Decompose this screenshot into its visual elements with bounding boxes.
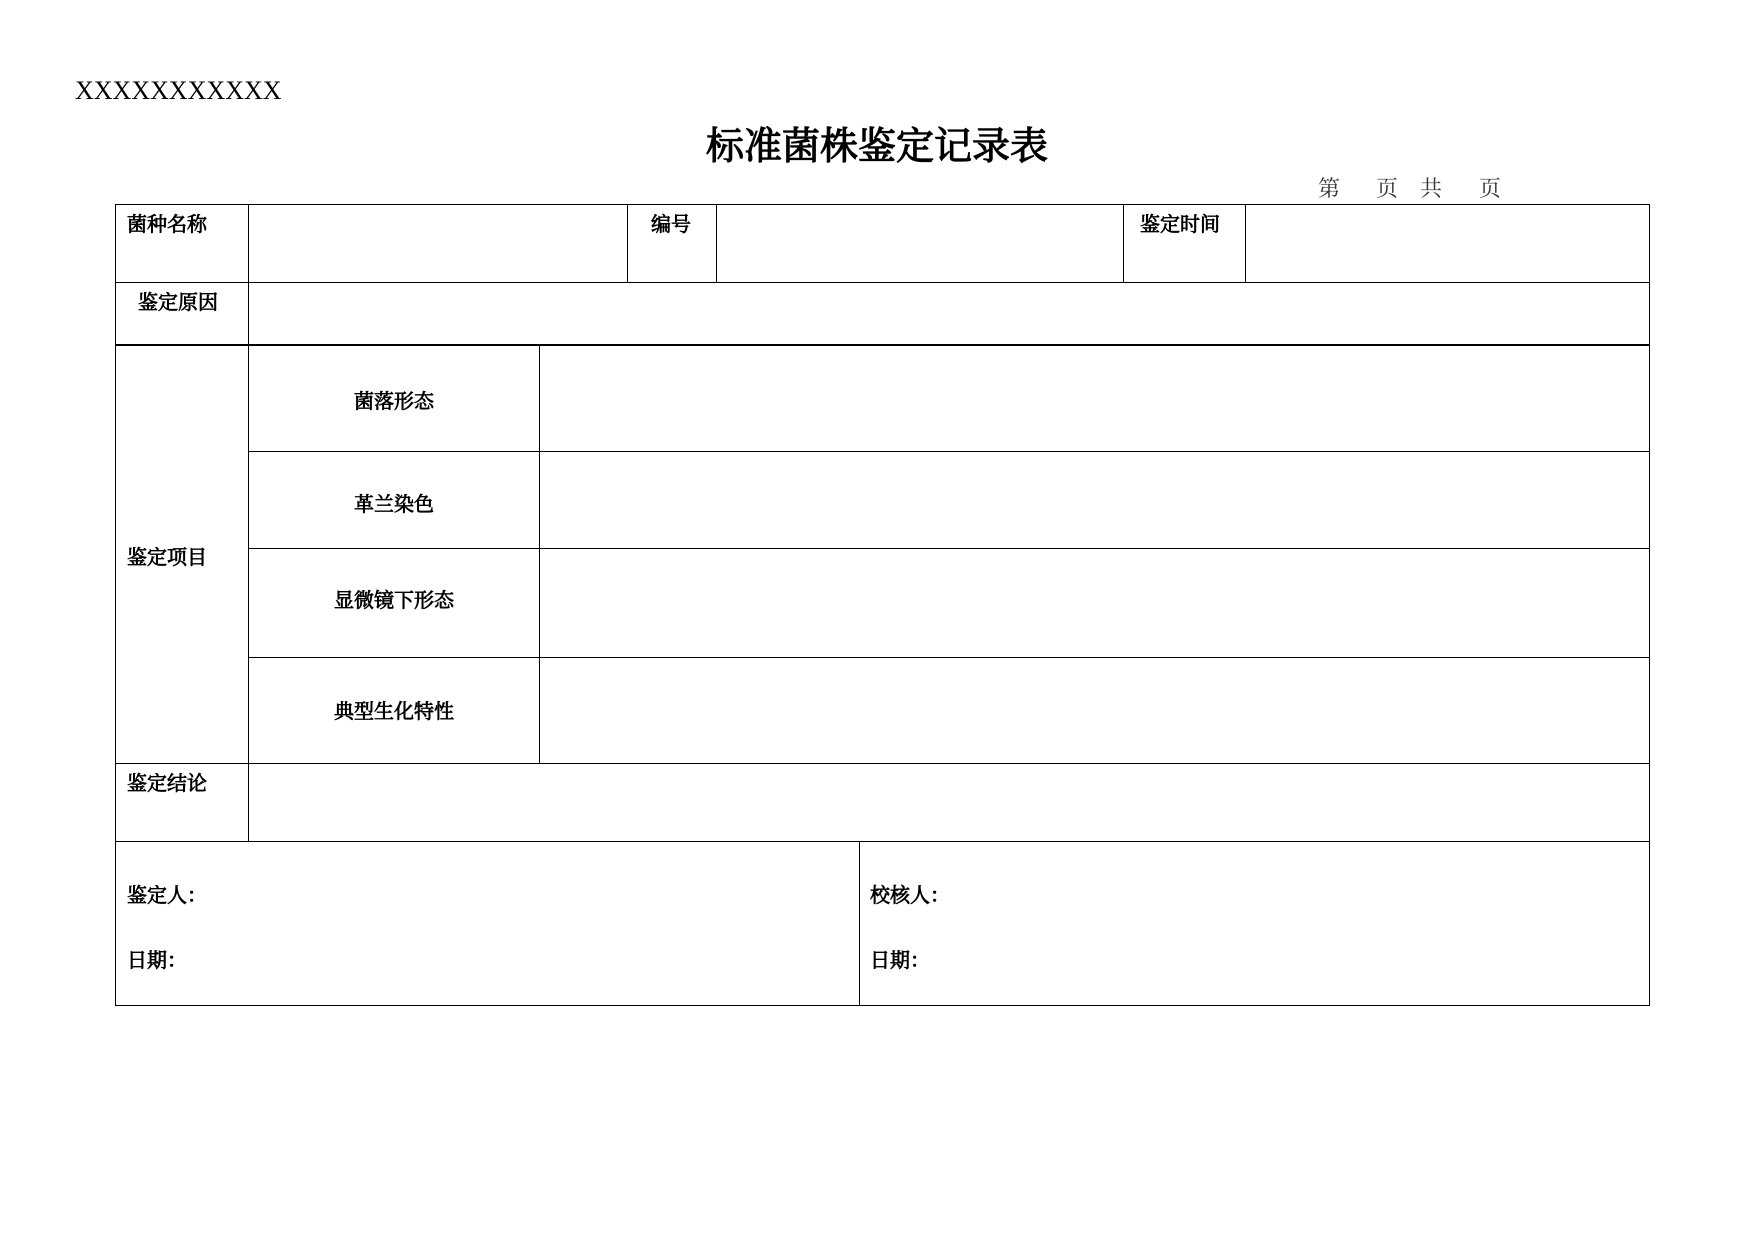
- items-group-label: 鉴定项目: [127, 545, 207, 569]
- page-total-prefix: 共: [1420, 177, 1443, 202]
- biochemical-traits-field[interactable]: [540, 658, 1649, 763]
- page-number-prefix: 第: [1318, 177, 1341, 202]
- page-title: 标准菌株鉴定记录表: [705, 124, 1048, 168]
- gram-stain-field[interactable]: [540, 452, 1649, 548]
- row-divider: [115, 841, 1650, 842]
- strain-name-label: 菌种名称: [127, 212, 207, 236]
- microscopic-morphology-field[interactable]: [540, 549, 1649, 657]
- identifier-label: 鉴定人：: [127, 883, 207, 907]
- conclusion-label: 鉴定结论: [127, 771, 207, 795]
- table-border-bottom: [115, 1005, 1650, 1006]
- col-divider: [1123, 204, 1124, 282]
- checker-label: 校核人：: [870, 883, 950, 907]
- strain-name-field[interactable]: [249, 205, 627, 282]
- colony-morphology-field[interactable]: [540, 346, 1649, 451]
- table-border-left: [115, 204, 116, 1006]
- gram-stain-label: 革兰染色: [354, 492, 434, 516]
- conclusion-field[interactable]: [249, 764, 1649, 841]
- org-code: XXXXXXXXXXX: [75, 76, 282, 105]
- checker-date-label: 日期：: [870, 948, 930, 972]
- number-label: 编号: [651, 212, 691, 236]
- page-number-suffix: 页: [1376, 177, 1399, 202]
- number-field[interactable]: [717, 205, 1123, 282]
- reason-label: 鉴定原因: [138, 290, 218, 314]
- identifier-date-label: 日期：: [127, 948, 187, 972]
- col-divider: [859, 841, 860, 1006]
- identification-time-label: 鉴定时间: [1140, 212, 1220, 236]
- reason-field[interactable]: [249, 283, 1649, 344]
- col-divider: [627, 204, 628, 282]
- colony-morphology-label: 菌落形态: [354, 389, 434, 413]
- microscopic-morphology-label: 显微镜下形态: [334, 588, 454, 612]
- page-total-suffix: 页: [1479, 177, 1502, 202]
- biochemical-traits-label: 典型生化特性: [334, 699, 454, 723]
- table-border-right: [1649, 204, 1650, 1006]
- identification-time-field[interactable]: [1246, 205, 1649, 282]
- record-table: [115, 204, 1649, 1006]
